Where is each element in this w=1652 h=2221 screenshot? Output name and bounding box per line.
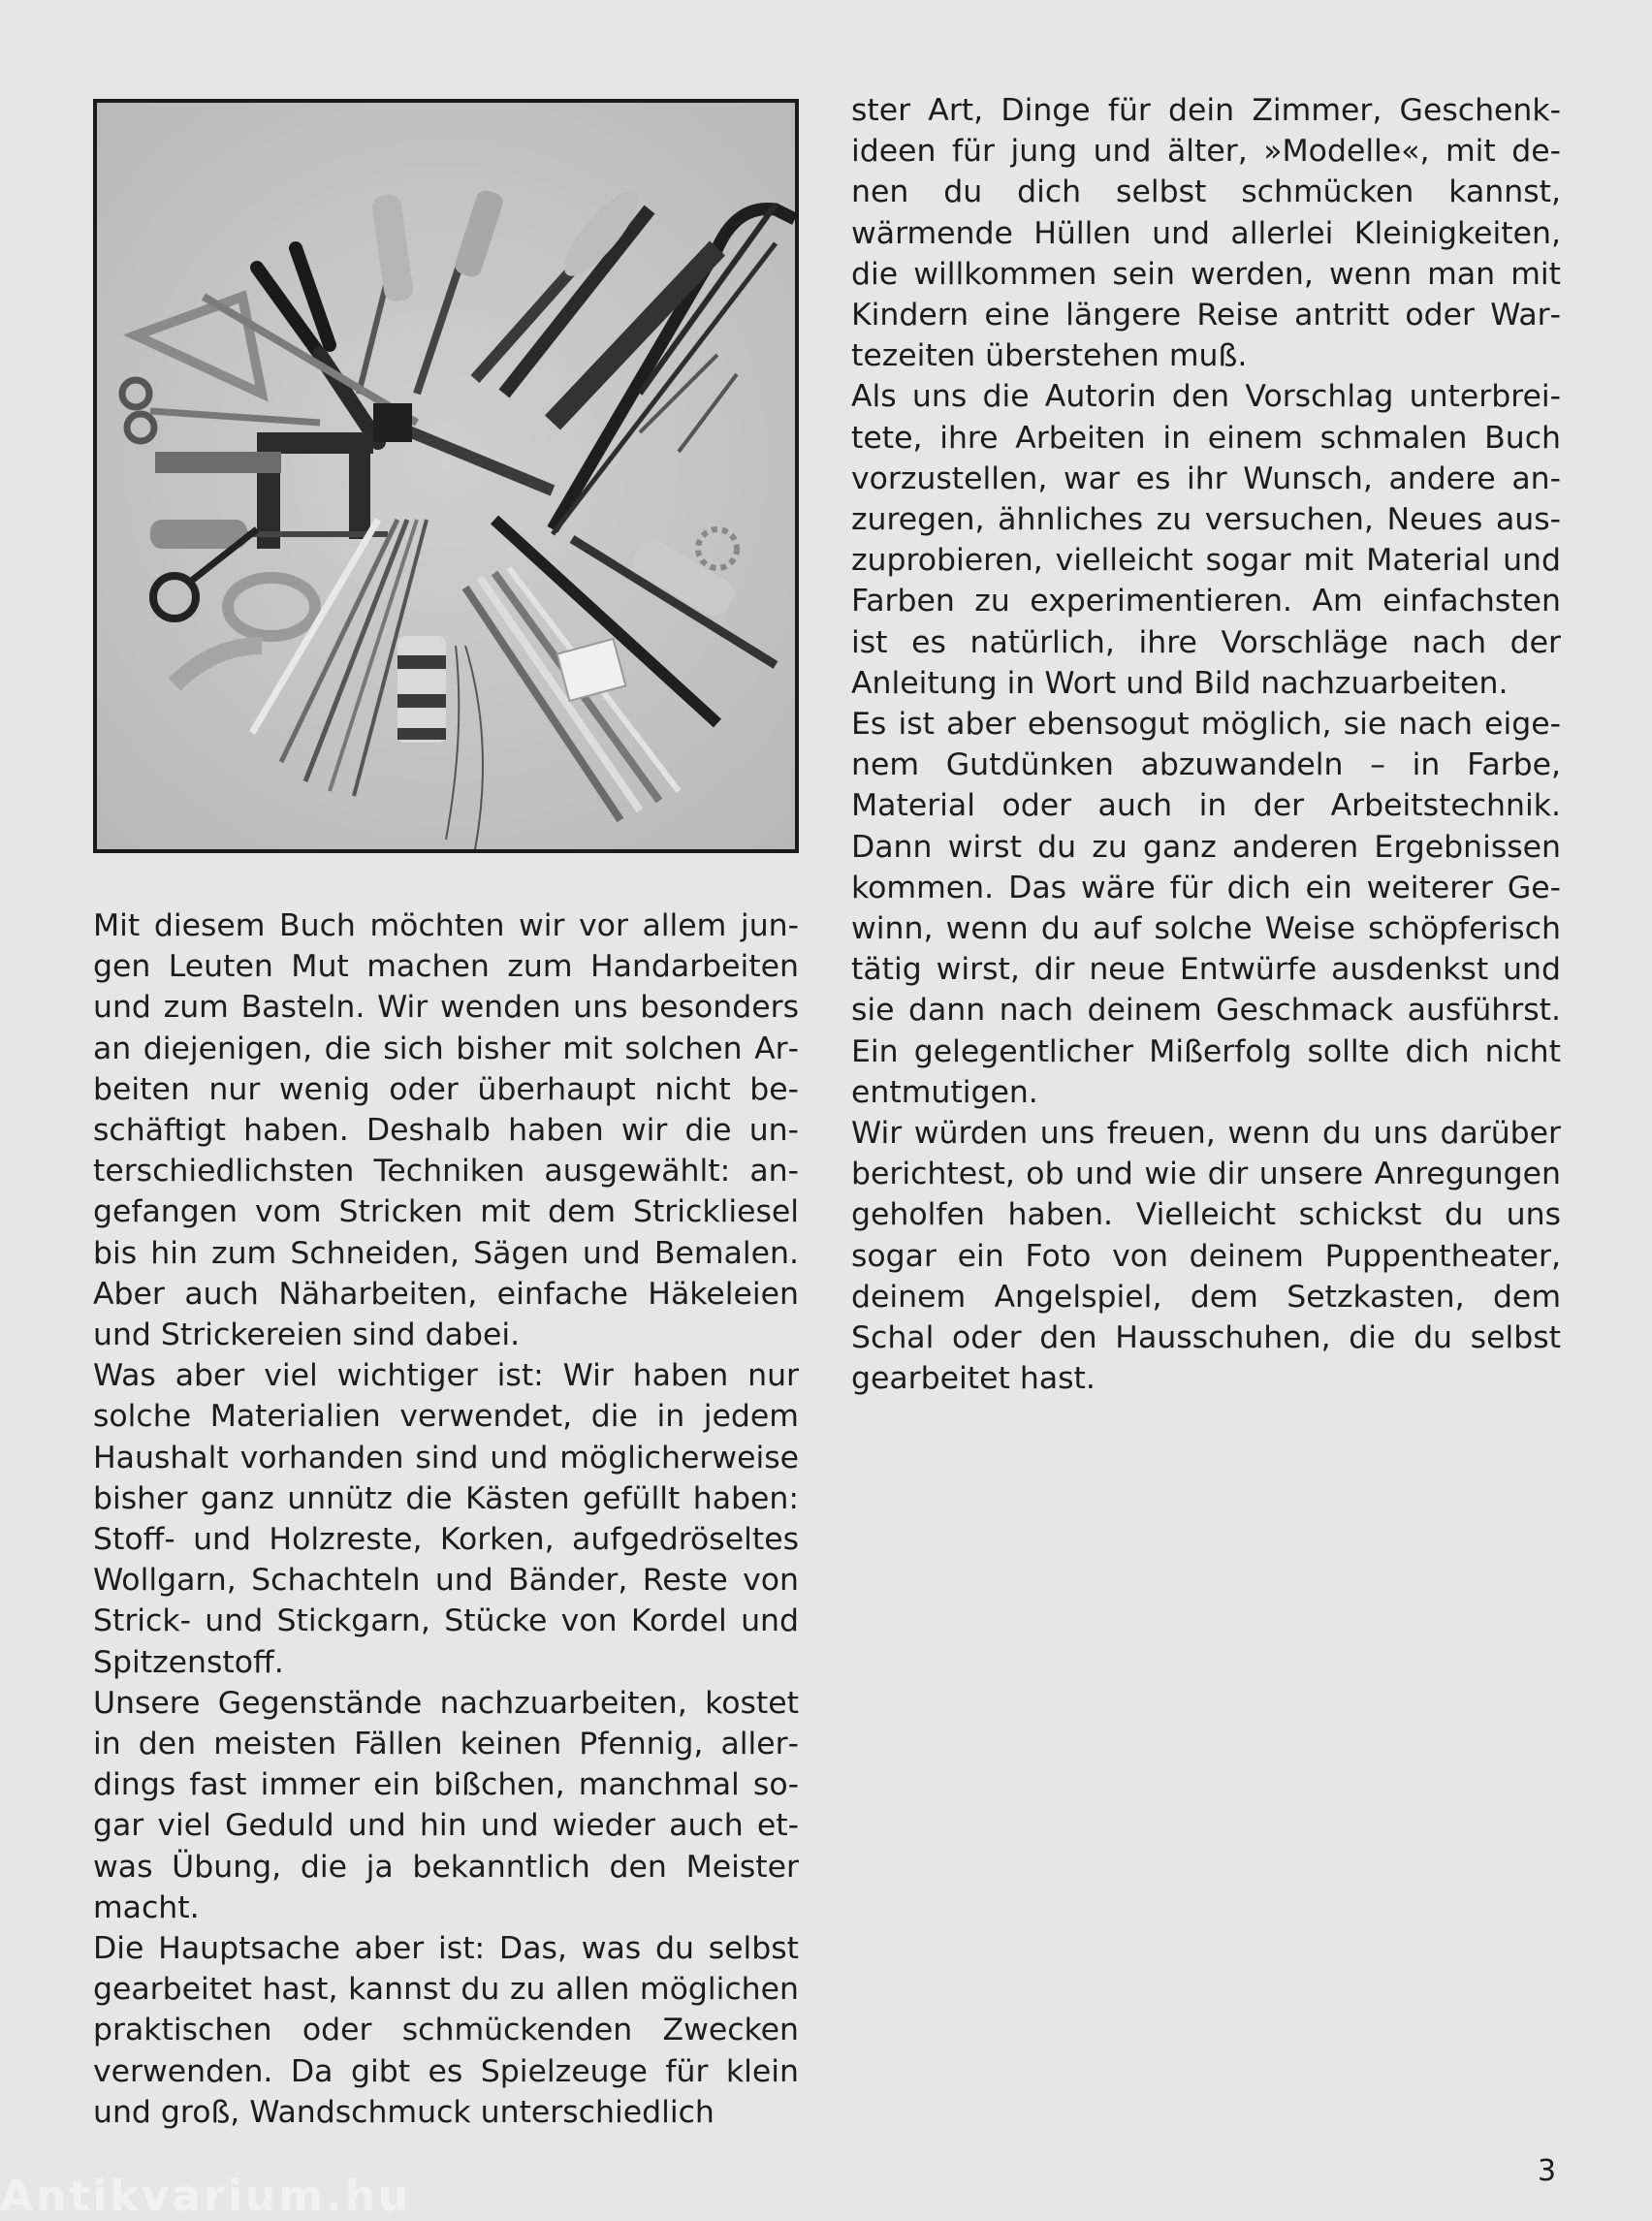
left-paragraph-3: Unsere Gegenstände nachzuarbeiten, kostet in den meisten Fällen keinen Pfennig, allerdings fast immer ein bißchen, manchmal sogar viel Geduld und hin und wieder auch etwas Übung, die ja bekanntlich den Meister macht. — [93, 1685, 799, 1925]
tools-illustration — [97, 103, 795, 849]
left-column — [93, 905, 799, 2133]
left-paragraph-1: Mit diesem Buch möchten wir vor allem jungen Leuten Mut machen zum Handarbeiten und zum Basteln. Wir wenden uns besonders an diejenigen, die sich bisher mit solchen Arbeiten nur wenig oder überhaupt nicht beschäftigt haben. Deshalb haben wir die unterschiedlichsten Techniken ausgewählt: angefangen vom Stricken mit dem Strickliesel bis hin zum Schneiden, Sägen und Bemalen. Aber auch Näharbeiten, einfache Häkeleien und Strickereien sind dabei. — [93, 908, 799, 1353]
watermark: Antikvarium.hu — [0, 2172, 412, 2221]
right-paragraph-4: Wir würden uns freuen, wenn du uns darüber berichtest, ob und wie dir unsere Anregungen geholfen haben. Vielleicht schickst du uns sogar ein Foto von deinem Puppentheater, deinem Angelspiel, dem Setzkasten, dem Schal oder den Hausschuhen, die du selbst gearbeitet hast. — [851, 1116, 1561, 1397]
left-paragraph-2: Was aber viel wichtiger ist: Wir haben nur solche Materialien verwendet, die in jedem Haushalt vorhanden sind und möglicherweise bisher ganz unnütz die Kästen gefüllt haben: Stoff- und Holzreste, Korken, aufgedröseltes Wollgarn, Schachteln und Bänder, Reste von Strick- und Stickgarn, Stücke von Kordel und Spitzenstoff. — [93, 1358, 799, 1680]
page-number: 3 — [1538, 2154, 1557, 2188]
right-paragraph-3: Es ist aber ebensogut möglich, sie nach eigenem Gutdünken abzuwandeln – in Farbe, Material oder auch in der Arbeitstechnik. Dann wirst du zu ganz anderen Ergebnissen kommen. Das wäre für dich ein weiterer Gewinn, wenn du auf solche Weise schöpferisch tätig wirst, dir neue Entwürfe ausdenkst und sie dann nach deinem Geschmack ausführst. Ein gelegentlicher Mißerfolg sollte dich nicht entmutigen. — [851, 707, 1561, 1110]
tools-photo — [93, 99, 799, 853]
right-paragraph-2: Als uns die Autorin den Vorschlag unterbreitete, ihre Arbeiten in einem schmalen Buch vorzustellen, war es ihr Wunsch, andere anzuregen, ähnliches zu versuchen, Neues auszuprobieren, vielleicht sogar mit Material und Farben zu experimentieren. Am einfachsten ist es natürlich, ihre Vorschläge nach der Anleitung in Wort und Bild nachzuarbeiten. — [851, 379, 1561, 701]
right-paragraph-1: ster Art, Dinge für dein Zimmer, Geschenkideen für jung und älter, »Modelle«, mit denen du dich selbst schmücken kannst, wärmende Hüllen und allerlei Kleinigkeiten, die willkommen sein werden, wenn man mit Kindern eine längere Reise antritt oder Wartezeiten überstehen muß. — [851, 93, 1561, 374]
right-column — [851, 90, 1561, 1400]
left-paragraph-4: Die Hauptsache aber ist: Das, was du selbst gearbeitet hast, kannst du zu allen möglichen praktischen oder schmückenden Zwecken verwenden. Da gibt es Spielzeuge für klein und groß, Wandschmuck unterschiedlich — [93, 1931, 799, 2130]
